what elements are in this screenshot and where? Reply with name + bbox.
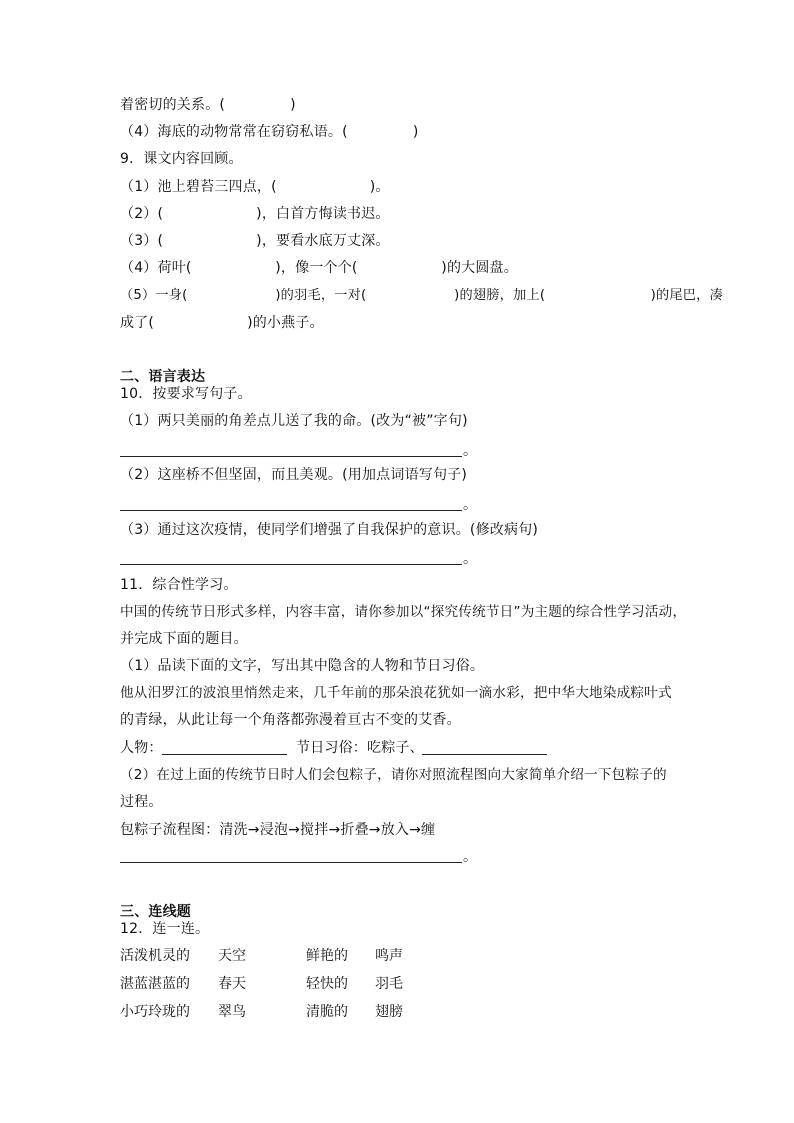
match-mid-1[interactable]: 天空	[218, 948, 246, 964]
q11-flowchart: 包粽子流程图：清洗→浸泡→搅拌→折叠→放入→缠	[120, 822, 436, 838]
q11-person-label: 人物：	[120, 740, 163, 756]
match-far-3[interactable]: 翅膀	[375, 1004, 403, 1020]
match-mid-2[interactable]: 春天	[218, 976, 246, 992]
q10-item1-answer-line[interactable]	[120, 456, 462, 457]
q10-item2-period: 。	[463, 497, 477, 513]
q9-item5-line2: 成了( )的小燕子。	[120, 315, 324, 331]
match-left-1[interactable]: 活泼机灵的	[120, 948, 190, 964]
q10-item2: （2）这座桥不但坚固，而且美观。(用加点词语写句子)	[120, 467, 468, 483]
q9-item5-line1: （5）一身( )的羽毛，一对( )的翅膀，加上( )的尾巴，凑	[120, 288, 723, 303]
q11-intro-line1: 中国的传统节日形式多样，内容丰富，请你参加以“探究传统节日”为主题的综合性学习活动，	[120, 604, 687, 620]
q11-title: 11．综合性学习。	[120, 577, 238, 593]
q11-item1: （1）品读下面的文字，写出其中隐含的人物和节日习俗。	[120, 658, 485, 674]
section2-heading: 二、语言表达	[120, 369, 206, 385]
q11-item2-line1: （2）在过上面的传统节日时人们会包粽子，请你对照流程图向大家简单介绍一下包粽子的	[120, 767, 667, 783]
q11-intro-line2: 并完成下面的题目。	[120, 631, 248, 647]
q11-item2-line2: 过程。	[120, 794, 163, 810]
q9-item3: （3）( )，要看水底万丈深。	[120, 233, 390, 249]
q10-title: 10．按要求写句子。	[120, 386, 252, 402]
q10-item2-answer-line[interactable]	[120, 510, 462, 511]
match-right-1[interactable]: 鲜艳的	[306, 948, 348, 964]
q12-title: 12．连一连。	[120, 921, 210, 937]
q9-title: 9．课文内容回顾。	[120, 151, 243, 167]
q10-item3: （3）通过这次疫情，使同学们增强了自我保护的意识。(修改病句)	[120, 522, 539, 538]
q11-flow-answer-line[interactable]	[120, 862, 462, 863]
section3-heading: 三、连线题	[120, 904, 191, 920]
q10-item3-answer-line[interactable]	[120, 564, 462, 565]
q11-custom-answer-line[interactable]	[422, 754, 547, 755]
q8-line3: 着密切的关系。( )	[120, 97, 296, 113]
q9-item1: （1）池上碧苔三四点，( )。	[120, 179, 390, 195]
q11-custom-label: 节日习俗：吃粽子、	[296, 740, 424, 756]
match-far-1[interactable]: 鸣声	[375, 948, 403, 964]
match-right-3[interactable]: 清脆的	[306, 1004, 348, 1020]
q11-passage-line2: 的青绿，从此让每一个角落都弥漫着亘古不变的艾香。	[120, 712, 461, 728]
match-mid-3[interactable]: 翠鸟	[218, 1004, 246, 1020]
q10-item3-period: 。	[463, 551, 477, 567]
q11-passage-line1: 他从汨罗江的波浪里悄然走来，几千年前的那朵浪花犹如一滴水彩，把中华大地染成粽叶式	[120, 685, 672, 701]
q9-item4: （4）荷叶( )，像一个个( )的大圆盘。	[120, 260, 518, 276]
q10-item1-period: 。	[463, 443, 477, 459]
match-far-2[interactable]: 羽毛	[375, 976, 403, 992]
q11-person-answer-line[interactable]	[162, 754, 287, 755]
q10-item1: （1）两只美丽的角差点儿送了我的命。(改为“被”字句)	[120, 413, 468, 429]
match-left-2[interactable]: 湛蓝湛蓝的	[120, 976, 190, 992]
q11-flow-period: 。	[463, 849, 477, 865]
match-left-3[interactable]: 小巧玲珑的	[120, 1004, 190, 1020]
q8-item4: （4）海底的动物常常在窃窃私语。( )	[120, 124, 419, 140]
match-right-2[interactable]: 轻快的	[306, 976, 348, 992]
q9-item2: （2）( )，白首方悔读书迟。	[120, 206, 390, 222]
